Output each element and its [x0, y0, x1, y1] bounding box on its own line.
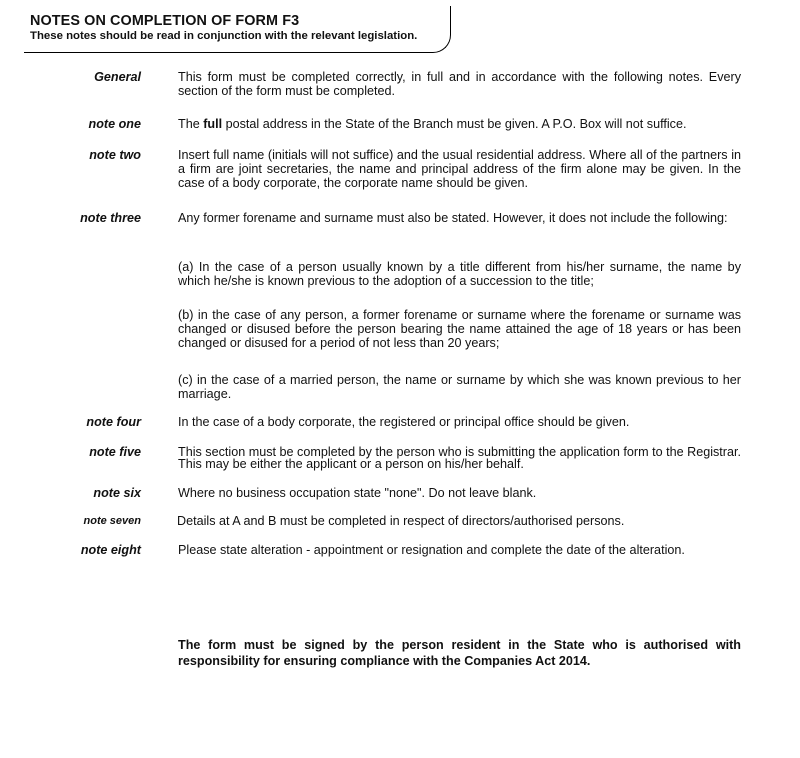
note-label-general: General [94, 70, 141, 84]
note-text-five: This section must be completed by the person who is submitting the application form to the Registrar. This may be either the applicant or a person on his/her behalf. [178, 445, 741, 471]
note-label-six: note six [93, 486, 141, 500]
note-text-one [178, 117, 741, 131]
note-text-seven: Details at A and B must be completed in respect of directors/authorised persons. [177, 514, 625, 528]
note-text-two: Insert full name (initials will not suffice) and the usual residential address. Where all of the partners in a firm are joint secretaries, the name and principal address of the firm alone may be given. In the case of a body corporate, the corporate name should be given. [178, 148, 741, 190]
note-text-four: In the case of a body corporate, the registered or principal office should be given. [178, 415, 630, 429]
note-label-one: note one [88, 117, 141, 131]
note-label-seven: note seven [83, 515, 141, 527]
note-text-three-b: (b) in the case of any person, a former forename or surname where the forename or surname was changed or disused before the person bearing the name attained the age of 18 years or has been changed or disused for a period of not less than 20 years; [178, 308, 741, 350]
closing-statement: The form must be signed by the person resident in the State who is authorised with responsibility for ensuring compliance with the Companies Act 2014. [178, 638, 741, 668]
note-text-eight: Please state alteration - appointment or resignation and complete the date of the alteration. [178, 543, 685, 557]
note-label-two: note two [89, 148, 141, 162]
note-text-three-intro: Any former forename and surname must also be stated. However, it does not include the following: [178, 211, 728, 225]
note-one-text-start: The [178, 117, 204, 131]
note-label-five: note five [89, 445, 141, 459]
note-text-three-c: (c) in the case of a married person, the name or surname by which she was known previous to her marriage. [178, 373, 741, 401]
note-text-general: This form must be completed correctly, in full and in accordance with the following notes. Every section of the form must be completed. [178, 70, 741, 98]
note-text-six: Where no business occupation state "none". Do not leave blank. [178, 486, 537, 500]
note-label-eight: note eight [80, 543, 141, 557]
note-label-three: note three [80, 211, 141, 225]
note-text-three-a: (a) In the case of a person usually known by a title different from his/her surname, the name by which he/she is known previous to the adoption of a succession to the title; [178, 260, 741, 288]
header-title: NOTES ON COMPLETION OF FORM F3 [30, 13, 300, 29]
note-one-text-end: postal address in the State of the Branch must be given. A P.O. Box will not suffice. [222, 117, 687, 131]
form-header [24, 6, 451, 53]
note-label-four: note four [86, 415, 141, 429]
note-one-bold-word: full [203, 117, 223, 131]
header-subtitle: These notes should be read in conjunction with the relevant legislation. [30, 30, 418, 42]
